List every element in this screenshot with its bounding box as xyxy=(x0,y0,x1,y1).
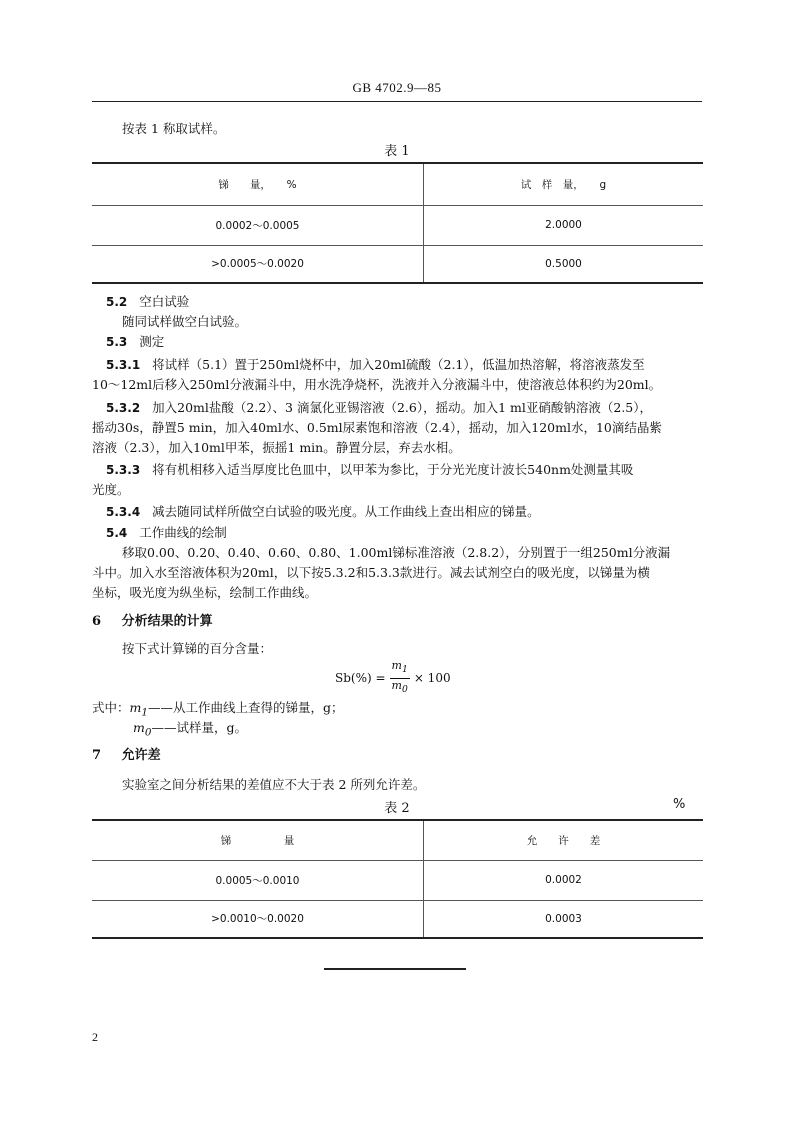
table-cell: 0.0005～0.0010 xyxy=(92,860,424,900)
section-5-3-2-line3: 溶液（2.3），加入10ml甲苯，振摇1 min。静置分层，弃去水相。 xyxy=(92,440,461,455)
formula xyxy=(335,660,451,696)
section-title: 工作曲线的绘制 xyxy=(139,525,227,540)
table-cell: 2.0000 xyxy=(424,205,704,245)
variable-symbol: $m_0$ xyxy=(133,720,152,739)
section-title: 测定 xyxy=(139,334,165,349)
section-7-body: 实验室之间分析结果的差值应不大于表 2 所列允许差。 xyxy=(122,777,426,792)
table1 xyxy=(92,162,703,284)
section-number: 5.3.4 xyxy=(106,505,141,519)
table-row xyxy=(92,860,703,900)
paragraph-text: 将有机相移入适当厚度比色皿中，以甲苯为参比，于分光光度计波长540nm处测量其吸 xyxy=(152,462,634,477)
table-cell: 0.0003 xyxy=(424,900,704,938)
table2 xyxy=(92,819,703,939)
section-5-3-4 xyxy=(106,503,540,521)
section-6-intro: 按下式计算锑的百分含量： xyxy=(122,641,273,656)
section-number: 5.3.2 xyxy=(106,401,141,415)
end-rule xyxy=(324,968,466,970)
variable-description: ——从工作曲线上查得的锑量，g； xyxy=(148,700,344,715)
table2-col-tolerance: 允 许 差 xyxy=(424,820,704,860)
table1-header-row xyxy=(92,163,703,205)
section-5-3-2-line1 xyxy=(106,399,652,417)
section-5-3-3-line1 xyxy=(106,461,633,479)
table1-col-antimony: 锑 量， % xyxy=(92,163,424,205)
section-title: 空白试验 xyxy=(139,294,190,309)
section-number: 5.4 xyxy=(106,526,128,540)
section-number: 5.2 xyxy=(106,295,128,309)
section-number: 7 xyxy=(92,748,102,763)
formula-fraction xyxy=(390,659,410,696)
header-rule xyxy=(92,101,702,102)
section-5-4-line3: 坐标，吸光度为纵坐标，绘制工作曲线。 xyxy=(92,585,318,600)
section-number: 5.3.1 xyxy=(106,358,141,372)
section-5-4-line1: 移取0.00、0.20、0.40、0.60、0.80、1.00ml锑标准溶液（2.8.2），分别置于一组250ml分液漏 xyxy=(122,545,671,560)
table-cell: >0.0010～0.0020 xyxy=(92,900,424,938)
section-number: 5.3 xyxy=(106,335,128,349)
table-cell: 0.0002～0.0005 xyxy=(92,205,424,245)
section-5-4-line2: 斗中。加入水至溶液体积为20ml，以下按5.3.2和5.3.3款进行。减去试剂空白的吸光度，以锑量为横 xyxy=(92,565,650,580)
table2-col-antimony: 锑 量 xyxy=(92,820,424,860)
section-number: 5.3.3 xyxy=(106,463,141,477)
table-row xyxy=(92,205,703,245)
section-5-3-1-line2: 10～12ml后移入250ml分液漏斗中，用水洗净烧杯，洗液并入分液漏斗中，使溶液总体积约为20ml。 xyxy=(92,377,662,392)
variable-symbol: $m_1$ xyxy=(129,700,148,719)
section-number: 6 xyxy=(92,614,102,629)
formula-numerator: $m_1$ xyxy=(390,659,410,678)
variable-description: ——试样量，g。 xyxy=(151,720,247,735)
table1-title: 表 1 xyxy=(384,144,410,159)
formula-denominator: $m_0$ xyxy=(391,678,408,695)
section-6-heading xyxy=(92,613,213,631)
section-5-3-1-line1 xyxy=(106,356,645,374)
section-7-heading xyxy=(92,747,161,765)
section-5-2 xyxy=(106,293,189,311)
section-5-3-2-line2: 摇动30s，静置5 min，加入40ml水、0.5ml尿素饱和溶液（2.4），摇动，加入120ml水，10滴结晶紫 xyxy=(92,420,662,435)
section-5-4 xyxy=(106,524,227,542)
document-header: GB 4702.9—85 xyxy=(352,80,442,95)
page-number: 2 xyxy=(92,1030,98,1044)
table1-col-sample: 试 样 量， g xyxy=(424,163,704,205)
section-title: 分析结果的计算 xyxy=(121,614,213,629)
table2-header-row xyxy=(92,820,703,860)
section-title: 允许差 xyxy=(121,748,161,763)
paragraph-text: 减去随同试样所做空白试验的吸光度。从工作曲线上查出相应的锑量。 xyxy=(152,504,540,519)
table-cell: 0.5000 xyxy=(424,245,704,283)
paragraph-text: 将试样（5.1）置于250ml烧杯中，加入20ml硫酸（2.1），低温加热溶解，将溶液蒸发至 xyxy=(152,357,645,372)
table-row xyxy=(92,900,703,938)
section-5-3-3-line2: 光度。 xyxy=(92,482,130,497)
paragraph-text: 加入20ml盐酸（2.2）、3 滴氯化亚锡溶液（2.6），摇动。加入1 ml亚硝酸钠溶液（2.5）， xyxy=(152,400,653,415)
where-prefix: 式中： xyxy=(92,700,130,715)
section-5-3 xyxy=(106,333,164,351)
section-5-2-body: 随同试样做空白试验。 xyxy=(122,314,248,329)
table2-unit: % xyxy=(673,797,686,812)
formula-left: Sb(%) = xyxy=(335,671,386,685)
table-row xyxy=(92,245,703,283)
variable-m0 xyxy=(133,719,247,742)
table-cell: >0.0005～0.0020 xyxy=(92,245,424,283)
intro-text: 按表 1 称取试样。 xyxy=(122,121,226,136)
table2-title: 表 2 xyxy=(384,801,410,816)
table-cell: 0.0002 xyxy=(424,860,704,900)
formula-right: × 100 xyxy=(413,671,451,685)
